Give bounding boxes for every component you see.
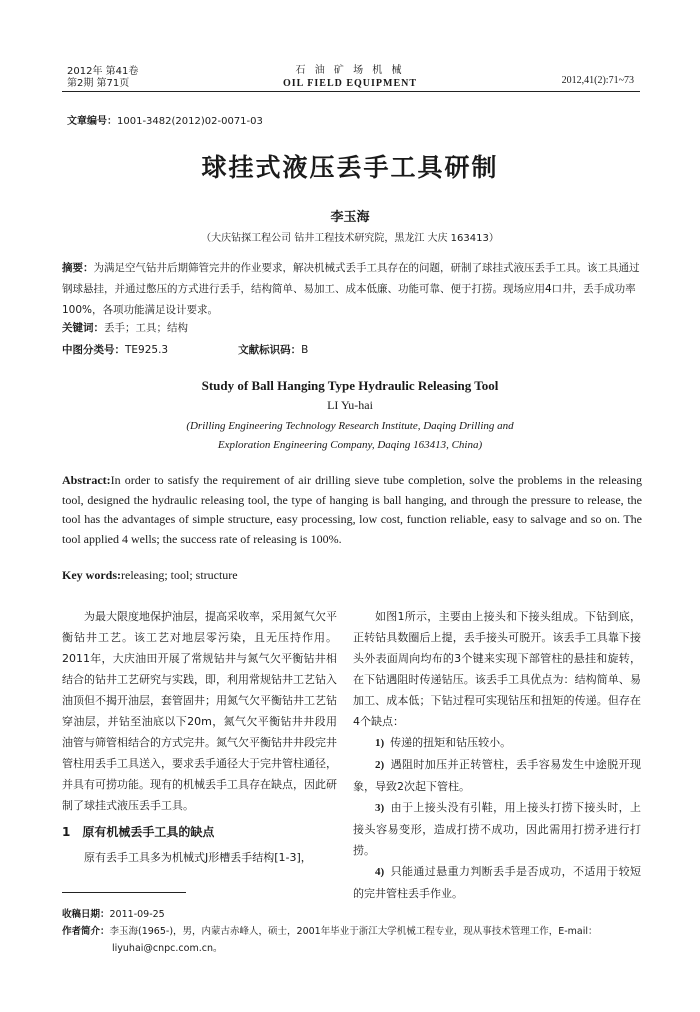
journal-issue-page: 第2期 第71页 bbox=[67, 78, 130, 89]
abstract-cn-text: 为满足空气钻井后期筛管完井的作业要求，解决机械式丢手工具存在的问题，研制了球挂式液压丢手工具。该工具通过钢球悬挂，并通过憋压的方式进行丢手，结构简单、易加工、成本低廉、功能可靠、便于打捞。现场应用4口井，丢手成功率100%，各项功能满足设计要求。 bbox=[62, 262, 640, 316]
paper-title: 球挂式液压丢手工具研制 bbox=[201, 153, 499, 182]
keywords-cn-text: 丢手；工具；结构 bbox=[104, 322, 188, 334]
list-item: 4) 只能通过悬重力判断丢手是否成功，不适用于较短的完井管柱丢手作业。 bbox=[353, 865, 641, 900]
author-bio: 作者简介：李玉海(1965-)，男，内蒙古赤峰人，硕士，2001年毕业于浙江大学机械工程专业，现从事技术管理工作，E-mail： bbox=[62, 926, 598, 937]
section-1-paragraph: 原有丢手工具多为机械式J形槽丢手结构[1-3]， bbox=[84, 851, 312, 864]
affiliation-en-line2: Exploration Engineering Company, Daqing 163413, China) bbox=[217, 439, 483, 451]
abstract-cn bbox=[62, 258, 642, 321]
journal-name-cn: 石 油 矿 场 机 械 bbox=[295, 65, 405, 76]
classification-line bbox=[62, 342, 308, 357]
body-column-right bbox=[353, 606, 641, 904]
intro-paragraph: 为最大限度地保护油层，提高采收率，采用氮气欠平衡钻井工艺。该工艺对地层零污染，且无压持作用。2011年，大庆油田开展了常规钻井与氮气欠平衡钻井相结合的钻井工艺研究与实践，即，利用常规钻井工艺钻入油顶但不揭开油层，套管固井；用氮气欠平衡钻井工艺钻穿油层，并钻至油底以下20m，氮气欠平衡钻井井段用油管与筛管相结合的方式完井。氮气欠平衡钻井井段完井管柱用丢手工具送入，要求丢手通径大于完井管柱通径，并具有可捞功能。现有的机械丢手工具存在缺点，因此研制了球挂式液压丢手工具。 bbox=[62, 610, 337, 812]
keywords-cn bbox=[62, 320, 188, 335]
keywords-cn-label: 关键词： bbox=[62, 322, 104, 334]
article-number bbox=[67, 112, 263, 127]
tool-description-paragraph: 如图1所示，主要由上接头和下接头组成。下钻到底，正转钻具数圈后上提，丢手接头可脱开。该丢手工具靠下接头外表面周向均布的3个键来实现下部管柱的悬挂和旋转，在下钻遇阻时传递钻压。该丢手工具优点为：结构简单、易加工、成本低；下钻过程可实现钻压和扭矩的传递。但存在4个缺点： bbox=[353, 610, 641, 728]
keywords-en bbox=[62, 568, 238, 583]
list-item: 2) 遇阻时加压并正转管柱，丢手容易发生中途脱开现象，导致2次起下管柱。 bbox=[353, 758, 641, 793]
paper-author-en: LI Yu-hai bbox=[327, 398, 373, 412]
paper-author: 李玉海 bbox=[330, 210, 370, 225]
author-affiliation-en bbox=[0, 417, 700, 455]
abstract-en-text: In order to satisfy the requirement of air drilling sieve tube completion, solve the problems in the releasing tool, designed the hydraulic releasing tool, the type of hanging is ball hanging, and through the pressure to release, the tool has the advantages of simple structure, easy processing, low cost, function reliable, easy to salvage and so on. The tool applied 4 wells; the success rate of releasing is 100%. bbox=[62, 473, 642, 546]
paper-title-en: Study of Ball Hanging Type Hydraulic Releasing Tool bbox=[201, 378, 499, 393]
abstract-cn-label: 摘要： bbox=[62, 262, 94, 274]
abstract-en bbox=[62, 471, 642, 549]
list-item: 1) 传递的扭矩和钻压较小。 bbox=[375, 736, 512, 749]
journal-name-en: OIL FIELD EQUIPMENT bbox=[282, 78, 418, 89]
keywords-en-text: releasing; tool; structure bbox=[121, 568, 238, 582]
document-code-value: B bbox=[301, 344, 309, 356]
article-number-value: 1001-3482(2012)02-0071-03 bbox=[117, 116, 263, 127]
classification-value: TE925.3 bbox=[125, 344, 169, 356]
body-column-left bbox=[62, 606, 337, 868]
footnote bbox=[62, 906, 652, 957]
classification-label: 中图分类号： bbox=[62, 344, 125, 356]
footnote-rule bbox=[62, 892, 186, 893]
keywords-en-label: Key words: bbox=[62, 568, 121, 582]
journal-year-volume: 2012年 第41卷 bbox=[67, 66, 139, 77]
list-item: 3) 由于上接头没有引鞋，用上接头打捞下接头时，上接头容易变形，造成打捞不成功，因此需用打捞矛进行打捞。 bbox=[353, 801, 641, 857]
header-rule bbox=[62, 91, 640, 92]
document-code-label: 文献标识码： bbox=[238, 344, 302, 356]
article-number-label: 文章编号： bbox=[67, 116, 117, 127]
author-email[interactable]: liyuhai@cnpc.com.cn。 bbox=[112, 943, 223, 954]
abstract-en-label: Abstract: bbox=[62, 473, 111, 487]
journal-citation: 2012,41(2):71~73 bbox=[561, 75, 634, 86]
received-date: 收稿日期：2011-09-25 bbox=[62, 909, 165, 920]
affiliation-en-line1: (Drilling Engineering Technology Research Institute, Daqing Drilling and bbox=[186, 420, 514, 432]
section-heading-1: 1 原有机械丢手工具的缺点 bbox=[62, 825, 215, 839]
author-affiliation: （大庆钻探工程公司 钻井工程技术研究院，黑龙江 大庆 163413） bbox=[201, 233, 499, 244]
